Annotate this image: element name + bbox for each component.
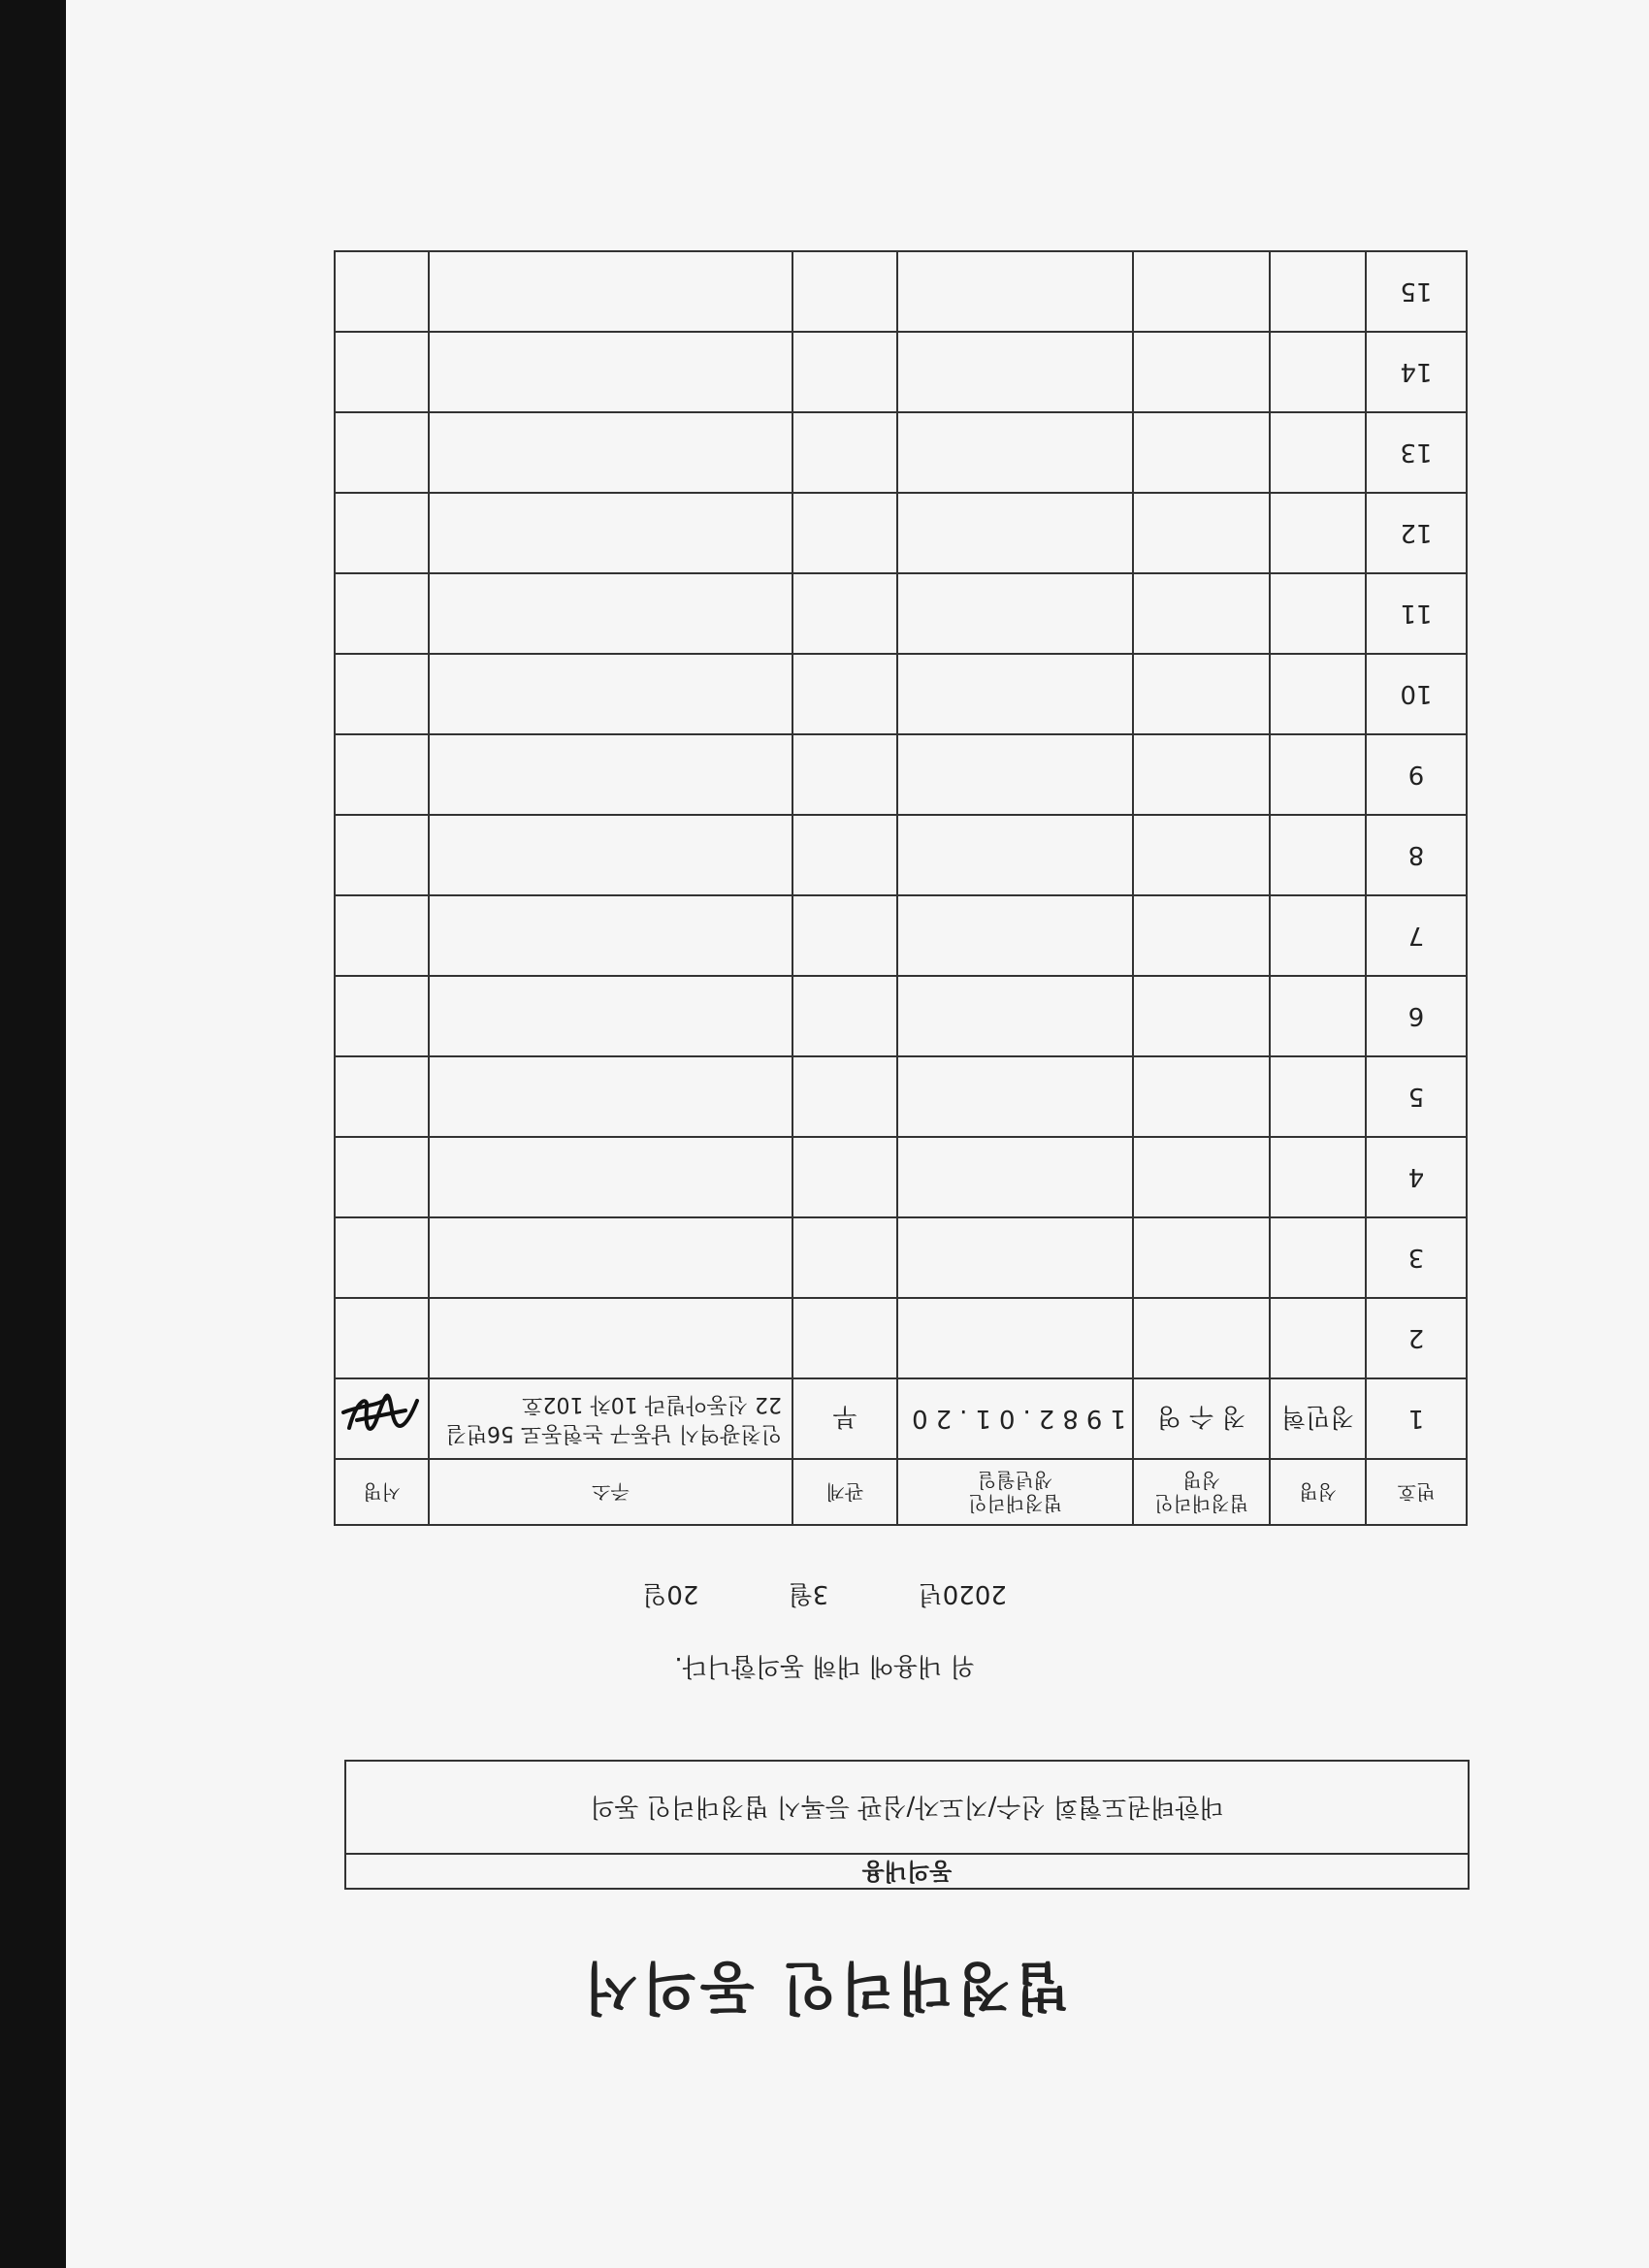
- cell-signature: [335, 734, 429, 815]
- cell-no: 5: [1366, 1056, 1467, 1137]
- cell-name: [1270, 1298, 1366, 1378]
- header-name: 성명: [1270, 1459, 1366, 1525]
- cell-address: [429, 976, 792, 1056]
- date-day: 20일: [642, 1579, 699, 1608]
- cell-guardian-birth: [897, 734, 1133, 815]
- table-row: [335, 654, 1467, 734]
- cell-guardian-name: [1133, 412, 1270, 493]
- table-row: [335, 412, 1467, 493]
- cell-guardian-name: [1133, 1137, 1270, 1217]
- cell-guardian-birth: [897, 332, 1133, 412]
- header-address: 주소: [429, 1459, 792, 1525]
- cell-name: 정민혁: [1270, 1378, 1366, 1459]
- cell-signature: [335, 1298, 429, 1378]
- cell-no: 7: [1366, 895, 1467, 976]
- cell-name: [1270, 895, 1366, 976]
- cell-address: [429, 895, 792, 976]
- cell-guardian-birth: [897, 976, 1133, 1056]
- cell-guardian-name: [1133, 734, 1270, 815]
- cell-signature: [335, 573, 429, 654]
- cell-guardian-birth: [897, 895, 1133, 976]
- cell-signature: [335, 1137, 429, 1217]
- cell-guardian-name: [1133, 493, 1270, 573]
- cell-guardian-name: [1133, 895, 1270, 976]
- cell-signature: [335, 412, 429, 493]
- cell-no: 9: [1366, 734, 1467, 815]
- table-row: [335, 332, 1467, 412]
- cell-no: 14: [1366, 332, 1467, 412]
- scan-edge: [0, 0, 66, 2268]
- cell-name: [1270, 332, 1366, 412]
- consent-text: 대한태권도협회 선수/지도자/심판 등록시 법정대리인 동의: [590, 1792, 1224, 1821]
- cell-no: 15: [1366, 251, 1467, 332]
- document-title: 법정대리인 동의서: [579, 1955, 1070, 2021]
- cell-guardian-birth: 1982.01.20: [897, 1378, 1133, 1459]
- header-relation: 관계: [792, 1459, 897, 1525]
- cell-address: [429, 412, 792, 493]
- cell-no: 10: [1366, 654, 1467, 734]
- cell-signature: [335, 654, 429, 734]
- header-guardian-birth: 법정대리인 생년월일: [897, 1459, 1133, 1525]
- cell-name: [1270, 734, 1366, 815]
- cell-name: [1270, 976, 1366, 1056]
- cell-name: [1270, 1056, 1366, 1137]
- cell-no: 2: [1366, 1298, 1467, 1378]
- cell-address: [429, 493, 792, 573]
- cell-signature: [335, 976, 429, 1056]
- date-month: 3월: [788, 1579, 829, 1608]
- cell-relation: [792, 412, 897, 493]
- cell-signature: [335, 1056, 429, 1137]
- cell-guardian-name: [1133, 1056, 1270, 1137]
- cell-signature: [335, 895, 429, 976]
- agree-statement: 위 내용에 대해 동의합니다.: [674, 1651, 975, 1680]
- table-row: [335, 1137, 1467, 1217]
- cell-no: 12: [1366, 493, 1467, 573]
- table-row: [335, 815, 1467, 895]
- cell-name: [1270, 573, 1366, 654]
- cell-name: [1270, 493, 1366, 573]
- cell-guardian-name: [1133, 573, 1270, 654]
- cell-guardian-birth: [897, 654, 1133, 734]
- header-guardian-name: 법정대리인 성명: [1133, 1459, 1270, 1525]
- cell-relation: [792, 573, 897, 654]
- cell-relation: [792, 1217, 897, 1298]
- cell-guardian-birth: [897, 573, 1133, 654]
- cell-address: [429, 1298, 792, 1378]
- cell-guardian-name: [1133, 1217, 1270, 1298]
- cell-address: [429, 1217, 792, 1298]
- cell-address: [429, 734, 792, 815]
- table-row: [335, 976, 1467, 1056]
- cell-guardian-birth: [897, 493, 1133, 573]
- cell-signature: [335, 493, 429, 573]
- table-row: [335, 573, 1467, 654]
- cell-guardian-birth: [897, 815, 1133, 895]
- table-row: [335, 895, 1467, 976]
- cell-signature: [335, 251, 429, 332]
- cell-name: [1270, 1217, 1366, 1298]
- header-no: 번호: [1366, 1459, 1467, 1525]
- cell-guardian-name: [1133, 251, 1270, 332]
- cell-relation: [792, 815, 897, 895]
- cell-relation: [792, 1056, 897, 1137]
- cell-signature: [335, 815, 429, 895]
- cell-signature: [335, 332, 429, 412]
- cell-name: [1270, 654, 1366, 734]
- table-row: [335, 493, 1467, 573]
- cell-guardian-name: [1133, 1298, 1270, 1378]
- cell-no: 3: [1366, 1217, 1467, 1298]
- cell-no: 1: [1366, 1378, 1467, 1459]
- table-row: [335, 734, 1467, 815]
- cell-guardian-name: [1133, 332, 1270, 412]
- table-row: [335, 1217, 1467, 1298]
- guardian-table: [334, 250, 1468, 1526]
- table-row: [335, 1378, 1467, 1459]
- cell-relation: [792, 654, 897, 734]
- cell-guardian-birth: [897, 1056, 1133, 1137]
- consent-box: [344, 1760, 1470, 1890]
- cell-no: 11: [1366, 573, 1467, 654]
- cell-no: 13: [1366, 412, 1467, 493]
- cell-guardian-birth: [897, 1217, 1133, 1298]
- consent-header: 동의내용: [346, 1853, 1468, 1888]
- cell-guardian-name: 정 수 영: [1133, 1378, 1270, 1459]
- cell-relation: [792, 734, 897, 815]
- cell-guardian-birth: [897, 1298, 1133, 1378]
- cell-address: [429, 1056, 792, 1137]
- date-year: 2020년: [918, 1579, 1007, 1608]
- cell-no: 4: [1366, 1137, 1467, 1217]
- cell-address: [429, 1137, 792, 1217]
- cell-name: [1270, 1137, 1366, 1217]
- cell-relation: [792, 251, 897, 332]
- date-row: [0, 1578, 1649, 1614]
- cell-signature: [335, 1217, 429, 1298]
- table-header-row: [335, 1459, 1467, 1525]
- cell-relation: [792, 976, 897, 1056]
- table-row: [335, 1298, 1467, 1378]
- cell-guardian-birth: [897, 1137, 1133, 1217]
- cell-address: [429, 573, 792, 654]
- cell-no: 6: [1366, 976, 1467, 1056]
- cell-no: 8: [1366, 815, 1467, 895]
- cell-address: 인천광역시 남동구 논현동로 56번길 22 신동아빌라 10차 102호: [429, 1378, 792, 1459]
- cell-relation: [792, 895, 897, 976]
- cell-relation: [792, 493, 897, 573]
- table-row: [335, 251, 1467, 332]
- table-row: [335, 1056, 1467, 1137]
- cell-name: [1270, 251, 1366, 332]
- cell-address: [429, 815, 792, 895]
- cell-name: [1270, 412, 1366, 493]
- cell-address: [429, 251, 792, 332]
- cell-guardian-name: [1133, 654, 1270, 734]
- handwritten-signature: [339, 1388, 426, 1450]
- cell-guardian-name: [1133, 976, 1270, 1056]
- cell-address: [429, 654, 792, 734]
- cell-guardian-name: [1133, 815, 1270, 895]
- header-signature: 서명: [335, 1459, 429, 1525]
- cell-address: [429, 332, 792, 412]
- cell-relation: [792, 1137, 897, 1217]
- cell-relation: 부: [792, 1378, 897, 1459]
- cell-relation: [792, 1298, 897, 1378]
- cell-name: [1270, 815, 1366, 895]
- cell-relation: [792, 332, 897, 412]
- cell-guardian-birth: [897, 412, 1133, 493]
- cell-guardian-birth: [897, 251, 1133, 332]
- cell-signature: [335, 1378, 429, 1459]
